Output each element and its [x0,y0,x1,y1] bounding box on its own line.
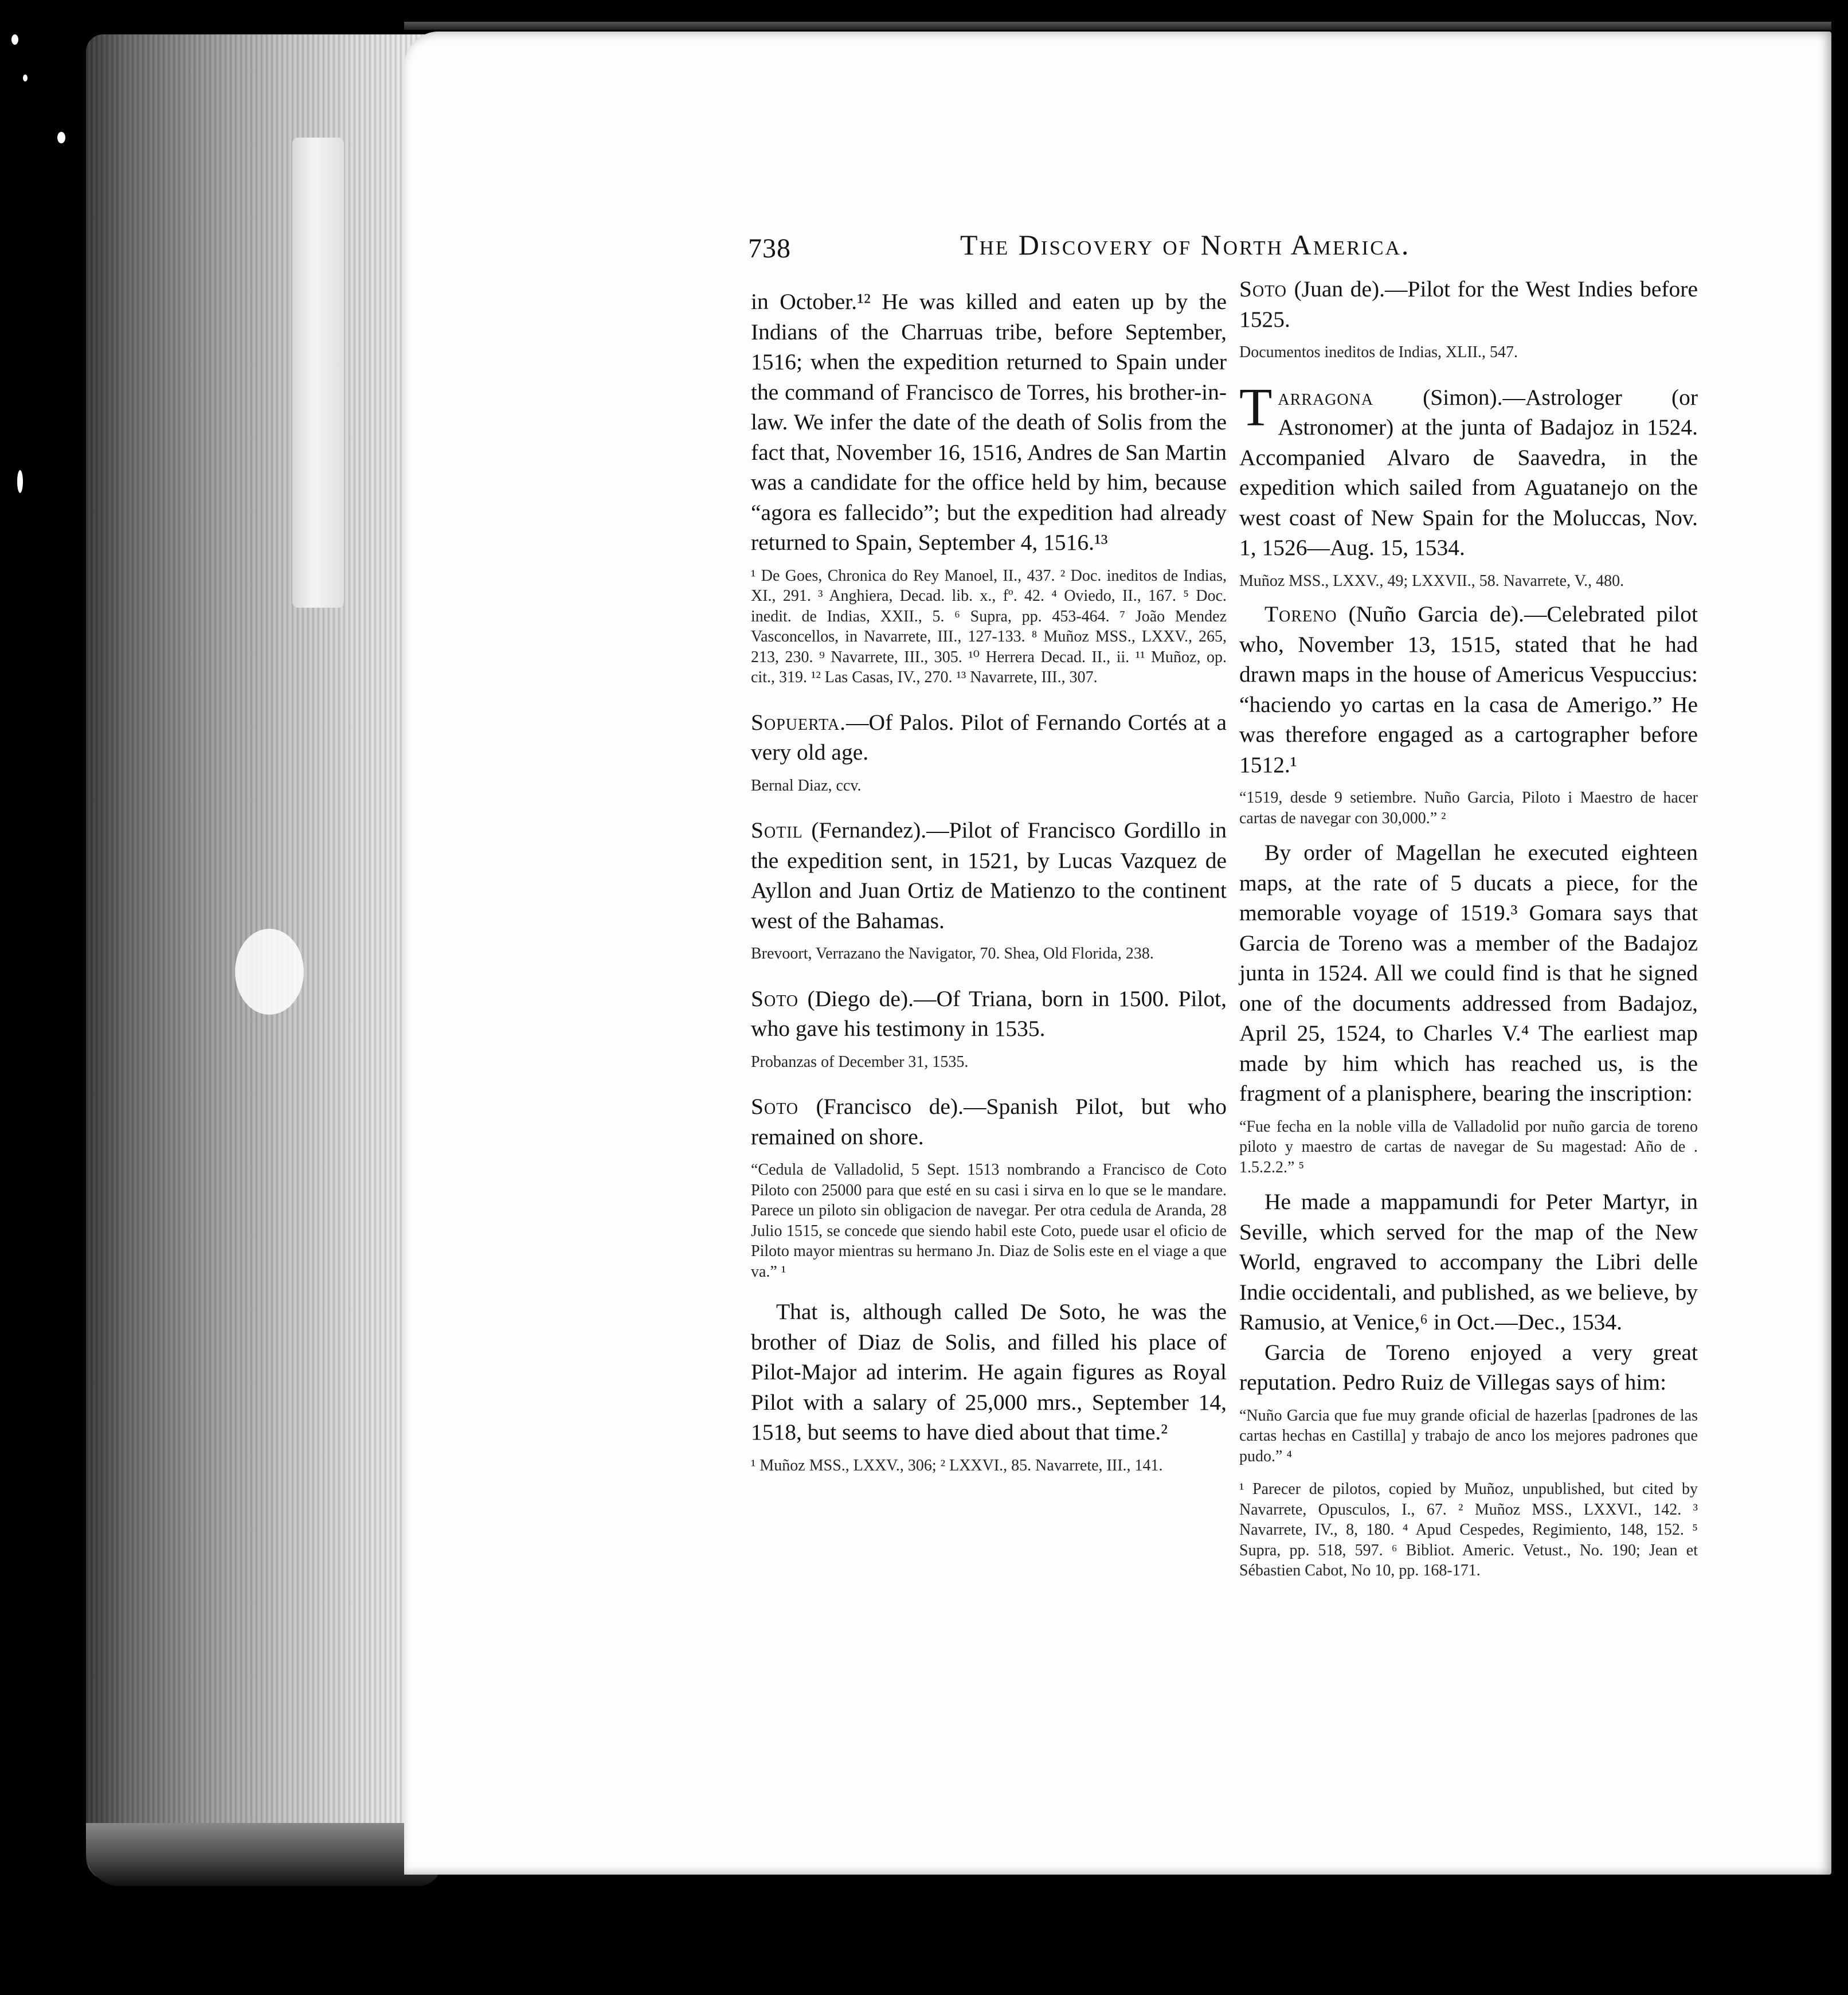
left-column [751,287,1227,1476]
entry-paragraph: Garcia de Toreno enjoyed a very great reputation. Pedro Ruiz de Villegas says of him: [1239,1339,1698,1395]
entry-text: —Of Palos. Pilot of Fernando Cortés at a very old age. [751,709,1227,765]
entry-text: (Simon).—Astrologer (or Astronomer) at the junta of Badajoz in 1524. Accompanied Alvaro de Saavedra, in the expedition which sailed from Aguatanejo on the west coast of New Spain for the Moluccas, Nov. 1, 1526—Aug. 15, 1534. [1239,384,1698,560]
solis-paragraph: in October.¹² He was killed and eaten up by the Indians of the Charruas tribe, before September, 1516; when the expedition returned to Spain under the command of Francisco de Torres, his brother-in-law. We infer the date of the death of Solis from the fact that, November 16, 1516, Andres de San Martin was a candidate for the office held by him, because “agora es fallecido”; but the expedition had already returned to Spain, September 4, 1516.¹³ [751,289,1227,555]
entry-heading: Toreno [1264,601,1337,627]
entry-text: (Fernandez).—Pilot of Francisco Gordillo in the expedition sent, in 1521, by Lucas Vazquez de Ayllon and Juan Ortiz de Matienzo to the continent west of the Bahamas. [751,817,1227,933]
entry-quote: “Fue fecha en la noble villa de Valladolid por nuño garcia de toreno piloto y maestro de cartas de navegar de Su magestad: Año de . 1.5.2.2.” ⁵ [1239,1117,1698,1176]
entry-source: Bernal Diaz, ccv. [751,776,862,795]
entry-heading: Soto [1239,276,1287,302]
entry-source: Brevoort, Verrazano the Navigator, 70. Shea, Old Florida, 238. [751,945,1154,963]
entry-tarragona [1239,377,1698,592]
scan-speck [11,34,18,45]
page-header [748,228,1688,274]
entry-source: Documentos ineditos de Indias, XLII., 547. [1239,343,1518,361]
scan-speck [23,75,28,81]
running-head: The Discovery of North America. [960,229,1411,261]
entry-toreno [1239,599,1698,1581]
entry-text: (Diego de).—Of Triana, born in 1500. Pilot, who gave his testimony in 1535. [751,985,1227,1041]
entry-quote: “1519, desde 9 setiembre. Nuño Garcia, Piloto i Maestro de hacer cartas de navegar con 30,000.” ² [1239,789,1698,827]
scan-speck [17,470,23,493]
entry-heading: Soto [751,985,799,1011]
book-bottom-edge [86,1823,441,1886]
entry-heading: arragona [1278,384,1374,410]
entry-paragraph: He made a mappamundi for Peter Martyr, in Seville, which served for the map of the New World, engraved to accompany the Libri delle Indie occidentali, and published, as we believe, by Ramusio, at Venice,⁶ in Oct.—Dec., 1534. [1239,1189,1698,1335]
entry-source: Muñoz MSS., LXXV., 49; LXXVII., 58. Navarrete, V., 480. [1239,572,1624,590]
entry-heading: Soto [751,1094,799,1119]
scan-speck [57,132,65,143]
entry-source: Probanzas of December 31, 1535. [751,1053,969,1071]
entry-heading: Sopuerta. [751,709,847,735]
bookmark-strip [292,138,344,608]
drop-cap: T [1239,377,1273,437]
entry-text: (Nuño Garcia de).—Celebrated pilot who, November 13, 1515, stated that he had drawn maps in the house of Americus Vespuccius: “haciendo yo cartas en la casa de Amerigo.” He was therefore engaged as a cartographer before 1512.¹ [1239,601,1698,777]
entry-text: (Juan de).—Pilot for the West Indies before 1525. [1239,276,1698,332]
page-top-edge [404,22,1831,30]
entry-sotil [751,815,1227,964]
entry-footnotes: ¹ Muñoz MSS., LXXV., 306; ² LXXVI., 85. Navarrete, III., 141. [751,1456,1163,1474]
entry-footnotes: ¹ Parecer de pilotos, copied by Muñoz, unpublished, but cited by Navarrete, Opusculos, I., 67. ² Muñoz MSS., LXXVI., 142. ³ Navarrete, IV., 8, 180. ⁴ Apud Cespedes, Regimiento, 148, 152. ⁵ Supra, pp. 518, 597. ⁶ Bibliot. Americ. Vetust., No. 190; Jean et Sébastien Cabot, No 10, pp. 168-171. [1239,1480,1698,1579]
entry-heading: Sotil [751,817,803,843]
entry-quote: “Cedula de Valladolid, 5 Sept. 1513 nombrando a Francisco de Coto Piloto con 25000 para que esté en su casi i sirva en lo que se le mandare. Parece un piloto sin obligacion de navegar. Per otra cedula de Aranda, 28 Julio 1515, se concede que siendo habil este Coto, puede usar el oficio de Piloto mayor mientras su hermano Jn. Diaz de Solis este en el viage a que va.” ¹ [751,1161,1227,1281]
entry-soto-francisco [751,1092,1227,1476]
entry-paragraph: By order of Magellan he executed eighteen maps, at the rate of 5 ducats a piece, for the memorable voyage of 1519.³ Gomara says that Garcia de Toreno was a member of the Badajoz junta in 1524. All we could find is that he signed one of the documents addressed from Badajoz, April 25, 1524, to Charles V.⁴ The earliest map made by him which has reached us, is the fragment of a planisphere, bearing the inscription: [1239,840,1698,1106]
right-column [1239,274,1698,1581]
entry-paragraph: That is, although called De Soto, he was the brother of Diaz de Solis, and filled his place of Pilot-Major ad interim. He again figures as Royal Pilot with a salary of 25,000 mrs., September 14, 1518, but seems to have died about that time.² [751,1299,1227,1445]
entry-quote: “Nuño Garcia que fue muy grande oficial de hazerlas [padrones de las cartas hechas en Castilla] y trabajo de anco los mejores padrones que pudo.” ⁴ [1239,1406,1698,1465]
page-number: 738 [748,233,791,264]
entry-text: (Francisco de).—Spanish Pilot, but who remained on shore. [751,1094,1227,1149]
solis-footnotes: ¹ De Goes, Chronica do Rey Manoel, II., 437. ² Doc. ineditos de Indias, XI., 291. ³ Anghiera, Decad. lib. x., fº. 42. ⁴ Oviedo, II., 167. ⁵ Doc. inedit. de Indias, XXII., 5. ⁶ Supra, pp. 453-464. ⁷ João Mendez Vasconcellos, in Navarrete, III., 127-133. ⁸ Muñoz MSS., LXXV., 265, 213, 230. ⁹ Navarrete, III., 305. ¹⁰ Herrera Decad. II., ii. ¹¹ Muñoz, op. cit., 319. ¹² Las Casas, IV., 270. ¹³ Navarrete, III., 307. [751,566,1227,686]
entry-sopuerta [751,707,1227,796]
entry-soto-diego [751,984,1227,1073]
scan-speck [235,929,304,1015]
entry-soto-juan [1239,274,1698,363]
